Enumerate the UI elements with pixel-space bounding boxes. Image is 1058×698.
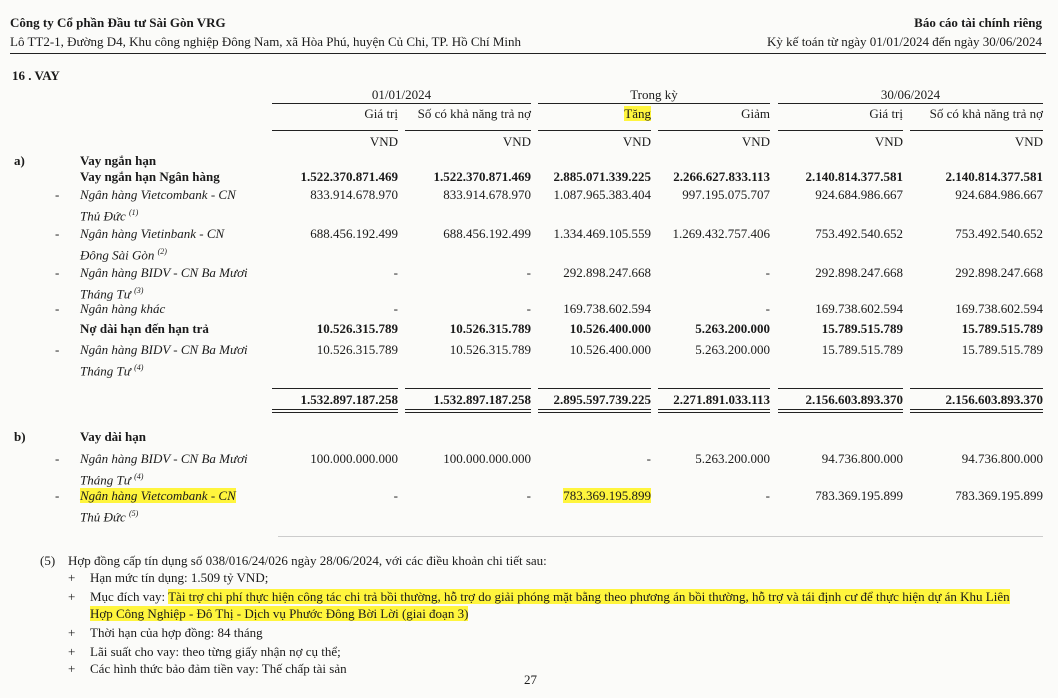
cell-value	[962, 450, 1043, 468]
row-dash: -	[55, 301, 60, 316]
column-header-rule	[910, 130, 1043, 131]
cell-value	[955, 487, 1043, 505]
cell-value	[394, 487, 398, 505]
cell-value-text: -	[646, 451, 651, 466]
cell-value	[673, 168, 770, 186]
row-label-text: Ngân hàng khác	[80, 301, 166, 316]
cell-value-text: 1.522.370.871.469	[300, 169, 398, 184]
cell-value	[822, 341, 903, 359]
footnote-ref: (1)	[128, 208, 139, 217]
cell-value-text: 15.789.515.789	[821, 342, 903, 357]
cell-value-text: 753.492.540.652	[955, 226, 1043, 241]
header-divider	[10, 53, 1046, 54]
note-plus: +	[68, 661, 76, 676]
row-label-cont-text: Tháng Tư	[80, 363, 135, 379]
cell-value	[766, 300, 770, 318]
cell-value	[822, 450, 903, 468]
column-header-label: Giá trị	[869, 106, 903, 121]
cell-value-text: 10.526.315.789	[449, 321, 531, 336]
cell-value	[673, 225, 771, 243]
cell-value-text: 997.195.075.707	[682, 187, 770, 202]
report-period: Kỳ kế toán từ ngày 01/01/2024 đến ngày 30/06/2024	[767, 34, 1042, 49]
total-rule-bottom	[405, 409, 531, 410]
page-number: 27	[524, 672, 537, 687]
cell-value	[815, 186, 903, 204]
total-rule-bottom	[910, 409, 1043, 410]
cell-value	[955, 264, 1043, 282]
column-header-1	[418, 106, 531, 122]
footnote-ref: (4)	[134, 472, 144, 481]
cell-value-text: 169.738.602.594	[563, 301, 651, 316]
row-label-cont	[80, 204, 138, 225]
note-item-cont	[90, 606, 468, 622]
footnote-ref: (2)	[157, 247, 167, 256]
row-label-text: Nợ dài hạn đến hạn trả	[80, 321, 209, 336]
cell-value	[815, 264, 903, 282]
cell-value-text: 100.000.000.000	[310, 451, 398, 466]
cell-value	[434, 168, 532, 186]
row-label-text: Ngân hàng Vietinbank - CN	[80, 226, 225, 241]
cell-value	[815, 225, 903, 243]
footnote-ref: (4)	[134, 363, 144, 372]
total-rule-bottom2	[778, 412, 903, 413]
cropped-row	[278, 536, 1043, 537]
unit-label: VND	[369, 134, 398, 149]
cell-value-text: 1.334.469.105.559	[553, 226, 651, 241]
column-header-2	[624, 106, 651, 122]
column-header-3	[741, 106, 770, 122]
column-group-title: 30/06/2024	[880, 87, 941, 102]
cell-value-text: -	[765, 265, 770, 280]
cell-value	[962, 320, 1043, 338]
row-label-text: Vay ngắn hạn Ngân hàng	[80, 169, 220, 184]
row-label	[80, 264, 248, 282]
footnote-ref: (3)	[134, 286, 144, 295]
total-rule-bottom2	[405, 412, 531, 413]
cell-value	[955, 300, 1043, 318]
cell-value	[394, 300, 398, 318]
cell-value	[766, 487, 770, 505]
row-dash: -	[55, 488, 60, 503]
cell-value	[695, 341, 770, 359]
row-label	[80, 300, 165, 318]
total-rule-bottom	[538, 409, 651, 410]
company-name: Công ty Cổ phần Đầu tư Sài Gòn VRG	[10, 15, 226, 30]
cell-value-text: 924.684.986.667	[815, 187, 903, 202]
report-title: Báo cáo tài chính riêng	[914, 15, 1042, 30]
row-dash: -	[55, 265, 60, 280]
column-header-label: Giảm	[741, 106, 770, 121]
cell-value-text: 292.898.247.668	[955, 265, 1043, 280]
total-value: 1.532.897.187.258	[300, 392, 398, 407]
cell-value	[962, 341, 1043, 359]
cell-value-text: 10.526.400.000	[569, 342, 651, 357]
cell-value-text: -	[526, 488, 531, 503]
note-plus: +	[68, 589, 76, 604]
cell-value-text: 2.266.627.833.113	[673, 169, 770, 184]
cell-value	[695, 320, 770, 338]
cell-value	[570, 341, 651, 359]
row-dash: -	[55, 342, 60, 357]
cell-value-text: -	[393, 265, 398, 280]
cell-value-text: 688.456.192.499	[310, 226, 398, 241]
cell-value-text: 2.140.814.377.581	[805, 169, 903, 184]
cell-value	[301, 168, 399, 186]
row-dash: -	[55, 226, 60, 241]
row-label-cont-text: Tháng Tư	[80, 286, 135, 302]
cell-value-text: 2.885.071.339.225	[553, 169, 651, 184]
note-item	[90, 570, 268, 586]
footnote-ref: (5)	[128, 509, 139, 518]
cell-value	[310, 186, 398, 204]
cell-value-text: -	[393, 301, 398, 316]
cell-value-text: 5.263.200.000	[695, 342, 770, 357]
total-rule-bottom2	[538, 412, 651, 413]
cell-value-text: 15.789.515.789	[961, 321, 1043, 336]
cell-value	[450, 341, 531, 359]
cell-value	[527, 487, 531, 505]
row-dash: -	[55, 187, 60, 202]
column-header-rule	[405, 130, 531, 131]
note-item	[90, 589, 1010, 605]
cell-value-text: -	[526, 265, 531, 280]
part-a-title: Vay ngắn hạn	[80, 153, 157, 168]
total-rule-bottom2	[272, 412, 398, 413]
row-label-cont-text: Thủ Đức	[80, 509, 129, 525]
cell-value-text: 1.269.432.757.406	[672, 226, 770, 241]
note-intro: Hợp đồng cấp tín dụng số 038/016/24/026 ngày 28/06/2024, với các điều khoản chi tiết sau:	[68, 553, 547, 568]
part-a-marker: a)	[14, 153, 25, 168]
cell-value	[563, 300, 651, 318]
total-rule-top	[910, 388, 1043, 389]
row-label	[80, 186, 236, 204]
cell-value-text: 753.492.540.652	[815, 226, 903, 241]
note-item-label: Lãi suất cho vay: theo từng giấy nhận nợ cụ thể;	[90, 644, 341, 659]
total-value: 2.156.603.893.370	[945, 392, 1043, 407]
total-rule-bottom	[658, 409, 770, 410]
row-label-cont-text: Thủ Đức	[80, 208, 129, 224]
note-item	[90, 644, 341, 660]
cell-value	[570, 320, 651, 338]
row-label-cont-text: Đông Sài Gòn	[80, 247, 158, 263]
cell-value	[682, 186, 770, 204]
total-rule-top	[778, 388, 903, 389]
part-b-marker: b)	[14, 429, 26, 444]
row-label	[80, 320, 209, 338]
cell-value	[563, 264, 651, 282]
note-plus: +	[68, 625, 76, 640]
note-item-label: Mục đích vay:	[90, 589, 169, 604]
cell-value	[394, 264, 398, 282]
row-label-cont	[80, 359, 143, 380]
unit-label: VND	[502, 134, 531, 149]
row-label	[80, 225, 224, 243]
note-marker: (5)	[40, 553, 56, 568]
row-dash: -	[55, 451, 60, 466]
unit-label: VND	[622, 134, 651, 149]
total-value: 2.156.603.893.370	[805, 392, 903, 407]
row-label-text: Ngân hàng BIDV - CN Ba Mươi	[80, 265, 248, 280]
cell-value	[955, 186, 1043, 204]
cell-value-text: 10.526.400.000	[569, 321, 651, 336]
cell-value	[946, 168, 1044, 186]
note-item-highlight: Tài trợ chi phí thực hiện công tác chi trả bồi thường, hỗ trợ do giải phóng mặt bằng theo phương án bồi thường, hỗ trợ và tái định cư để thực hiện dự án Khu Liên	[168, 589, 1010, 604]
column-header-4	[869, 106, 903, 122]
cell-value	[822, 320, 903, 338]
note-item	[90, 661, 347, 677]
unit-label: VND	[1014, 134, 1043, 149]
column-header-label: Số có khả năng trả nợ	[929, 106, 1043, 121]
cell-value-text: 783.369.195.899	[563, 488, 651, 503]
unit-label: VND	[874, 134, 903, 149]
cell-value-text: 2.140.814.377.581	[945, 169, 1043, 184]
total-rule-top	[272, 388, 398, 389]
cell-value	[815, 300, 903, 318]
cell-value	[527, 300, 531, 318]
cell-value	[815, 487, 903, 505]
unit-label: VND	[741, 134, 770, 149]
row-label-text: Ngân hàng BIDV - CN Ba Mươi	[80, 451, 248, 466]
total-value: 2.271.891.033.113	[673, 392, 770, 407]
cell-value-text: 94.736.800.000	[821, 451, 903, 466]
note-plus: +	[68, 570, 76, 585]
row-label-cont	[80, 243, 167, 264]
cell-value	[443, 225, 531, 243]
cell-value-text: 10.526.315.789	[449, 342, 531, 357]
cell-value-text: -	[393, 488, 398, 503]
note-plus: +	[68, 644, 76, 659]
row-label	[80, 487, 236, 505]
row-label-cont-text: Tháng Tư	[80, 472, 135, 488]
cell-value	[443, 450, 531, 468]
column-header-rule	[778, 130, 903, 131]
column-header-5	[930, 106, 1043, 122]
total-rule-top	[405, 388, 531, 389]
total-rule-bottom2	[910, 412, 1043, 413]
note-item-label: Hạn mức tín dụng: 1.509 tỷ VND;	[90, 570, 269, 585]
total-value: 2.895.597.739.225	[553, 392, 651, 407]
cell-value-text: 833.914.678.970	[310, 187, 398, 202]
row-label-text: Ngân hàng Vietcombank - CN	[80, 187, 236, 202]
row-label	[80, 450, 248, 468]
cell-value-text: 94.736.800.000	[961, 451, 1043, 466]
total-rule-bottom2	[658, 412, 770, 413]
row-label-text: Ngân hàng BIDV - CN Ba Mươi	[80, 342, 248, 357]
cell-value-text: 169.738.602.594	[815, 301, 903, 316]
column-header-0	[364, 106, 398, 122]
cell-value-text: 100.000.000.000	[443, 451, 531, 466]
column-group-title: 01/01/2024	[371, 87, 432, 102]
cell-value-text: 292.898.247.668	[815, 265, 903, 280]
column-header-rule	[538, 130, 651, 131]
column-group-rule	[538, 103, 770, 104]
company-address: Lô TT2-1, Đường D4, Khu công nghiệp Đông Nam, xã Hòa Phú, huyện Củ Chi, TP. Hồ Chí Minh	[10, 34, 522, 49]
cell-value-text: 5.263.200.000	[695, 451, 770, 466]
row-label	[80, 168, 220, 186]
cell-value-text: 688.456.192.499	[443, 226, 531, 241]
cell-value-text: -	[765, 488, 770, 503]
cell-value-text: 1.087.965.383.404	[553, 187, 651, 202]
cell-value	[695, 450, 770, 468]
cell-value-text: 783.369.195.899	[815, 488, 903, 503]
column-group-rule	[778, 103, 1043, 104]
cell-value-text: 833.914.678.970	[443, 187, 531, 202]
column-header-label: Số có khả năng trả nợ	[417, 106, 531, 121]
cell-value	[317, 341, 398, 359]
part-b-title: Vay dài hạn	[80, 429, 146, 444]
cell-value	[450, 320, 531, 338]
cell-value	[766, 264, 770, 282]
total-rule-top	[538, 388, 651, 389]
cell-value	[955, 225, 1043, 243]
total-rule-bottom	[778, 409, 903, 410]
cell-value-text: 15.789.515.789	[821, 321, 903, 336]
column-header-rule	[272, 130, 398, 131]
row-label	[80, 341, 248, 359]
column-header-label: Giá trị	[364, 106, 398, 121]
cell-value	[310, 225, 398, 243]
cell-value-text: 169.738.602.594	[955, 301, 1043, 316]
cell-value	[563, 487, 651, 505]
cell-value-text: 10.526.315.789	[316, 321, 398, 336]
row-label-cont	[80, 505, 138, 526]
note-item-label: Thời hạn của hợp đồng: 84 tháng	[90, 625, 263, 640]
cell-value-text: 292.898.247.668	[563, 265, 651, 280]
cell-value-text: 783.369.195.899	[955, 488, 1043, 503]
cell-value	[310, 450, 398, 468]
total-rule-bottom	[272, 409, 398, 410]
cell-value	[317, 320, 398, 338]
cell-value	[554, 168, 652, 186]
cell-value-text: 5.263.200.000	[695, 321, 770, 336]
cell-value-text: 10.526.315.789	[316, 342, 398, 357]
cell-value	[647, 450, 651, 468]
cell-value-text: -	[526, 301, 531, 316]
column-group-title: Trong kỳ	[630, 87, 678, 102]
column-group-rule	[272, 103, 531, 104]
cell-value-text: 15.789.515.789	[961, 342, 1043, 357]
total-value: 1.532.897.187.258	[433, 392, 531, 407]
column-header-label: Tăng	[624, 106, 651, 121]
total-rule-top	[658, 388, 770, 389]
cell-value-text: 924.684.986.667	[955, 187, 1043, 202]
cell-value	[554, 186, 652, 204]
cell-value	[806, 168, 904, 186]
column-header-rule	[658, 130, 770, 131]
note-item	[90, 625, 263, 641]
cell-value-text: -	[765, 301, 770, 316]
cell-value-text: 1.522.370.871.469	[433, 169, 531, 184]
row-label-text: Ngân hàng Vietcombank - CN	[80, 488, 236, 503]
cell-value	[443, 186, 531, 204]
note-item-highlight-cont: Hợp Công Nghiệp - Đô Thị - Dịch vụ Phước Đông Bời Lời (giai đoạn 3)	[90, 606, 469, 621]
note-item-label: Các hình thức bảo đảm tiền vay: Thế chấp tài sản	[90, 661, 347, 676]
cell-value	[527, 264, 531, 282]
section-title: 16 . VAY	[12, 68, 60, 83]
cell-value	[554, 225, 652, 243]
